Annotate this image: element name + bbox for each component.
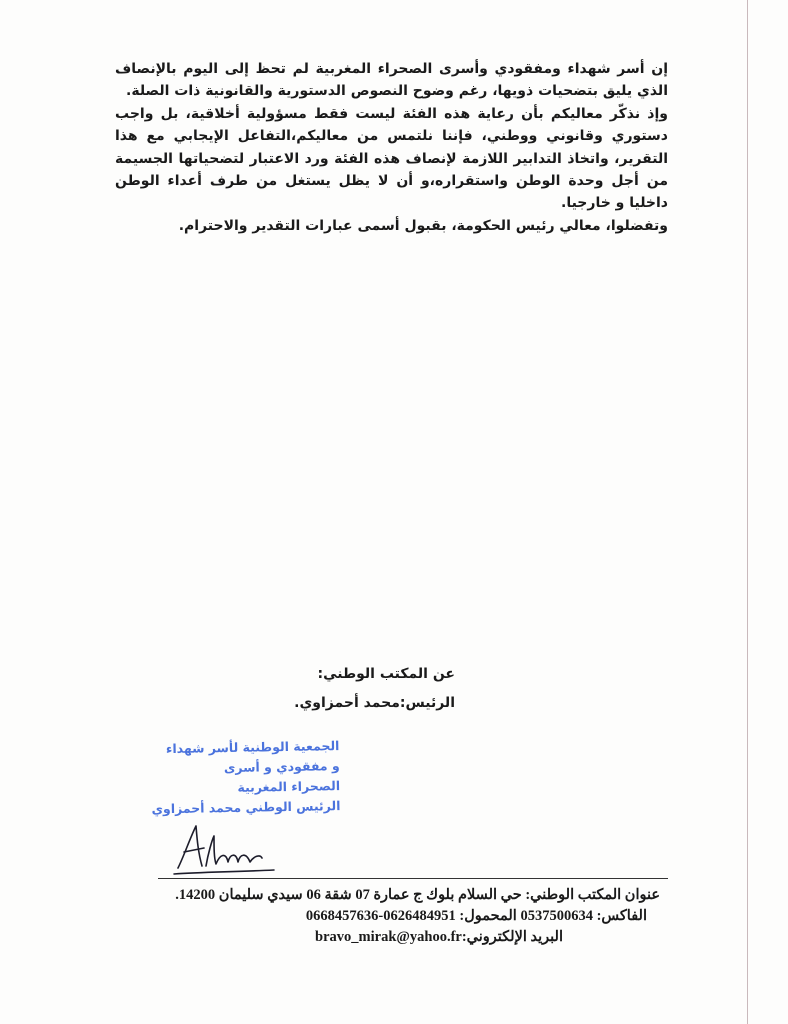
letterhead-footer	[140, 885, 660, 948]
signoff-president: الرئيس:محمد أحمزاوي.	[294, 695, 455, 711]
footer-email: البريد الإلكتروني:bravo_mirak@yahoo.fr	[315, 929, 563, 945]
footer-contacts: الفاكس: 0537500634 المحمول: 0626484951-0668457636	[305, 908, 647, 924]
handwritten-signature	[170, 818, 280, 878]
paragraph-2: وإذ نذكّر معاليكم بأن رعاية هذه الفئة ليست فقط مسؤولية أخلاقية، بل واجب دستوري وقانوني ووطني، فإننا نلتمس من معاليكم،التفاعل الإيجابي مع هذا التقرير، واتخاذ التدابير اللازمة لإنصاف هذه الفئة ورد الاعتبار لتضحياتها الجسيمة من أجل وحدة الوطن واستقراره،و أن لا يظل يستغل من طرف أعداء الوطن داخليا و خارجيا.	[115, 105, 668, 212]
signoff-block	[255, 660, 455, 718]
stamp-line-1: الجمعية الوطنية لأسر شهداء	[165, 738, 340, 757]
letter-body	[115, 58, 668, 237]
stamp-line-3: الصحراء المغربية	[237, 778, 341, 795]
stamp-line-4: الرئيس الوطني محمد أحمزاوي	[151, 798, 341, 817]
footer-address: عنوان المكتب الوطني: حي السلام بلوك ج عمارة 07 شقة 06 سيدي سليمان 14200.	[175, 887, 660, 903]
paragraph-1: إن أسر شهداء ومفقودي وأسرى الصحراء المغربية لم تحظ إلى اليوم بالإنصاف الذي يليق بتضحيات ذويها، رغم وضوح النصوص الدستورية والقانونية ذات الصلة.	[115, 61, 668, 100]
paragraph-3: وتفضلوا، معالي رئيس الحكومة، بقبول أسمى عبارات التقدير والاحترام.	[178, 217, 668, 234]
page-edge-line	[747, 0, 748, 1024]
association-stamp	[119, 736, 341, 828]
stamp-line-2: و مفقودي و أسرى	[223, 758, 340, 776]
signoff-from: عن المكتب الوطني:	[317, 666, 455, 682]
footer-divider	[158, 878, 668, 879]
